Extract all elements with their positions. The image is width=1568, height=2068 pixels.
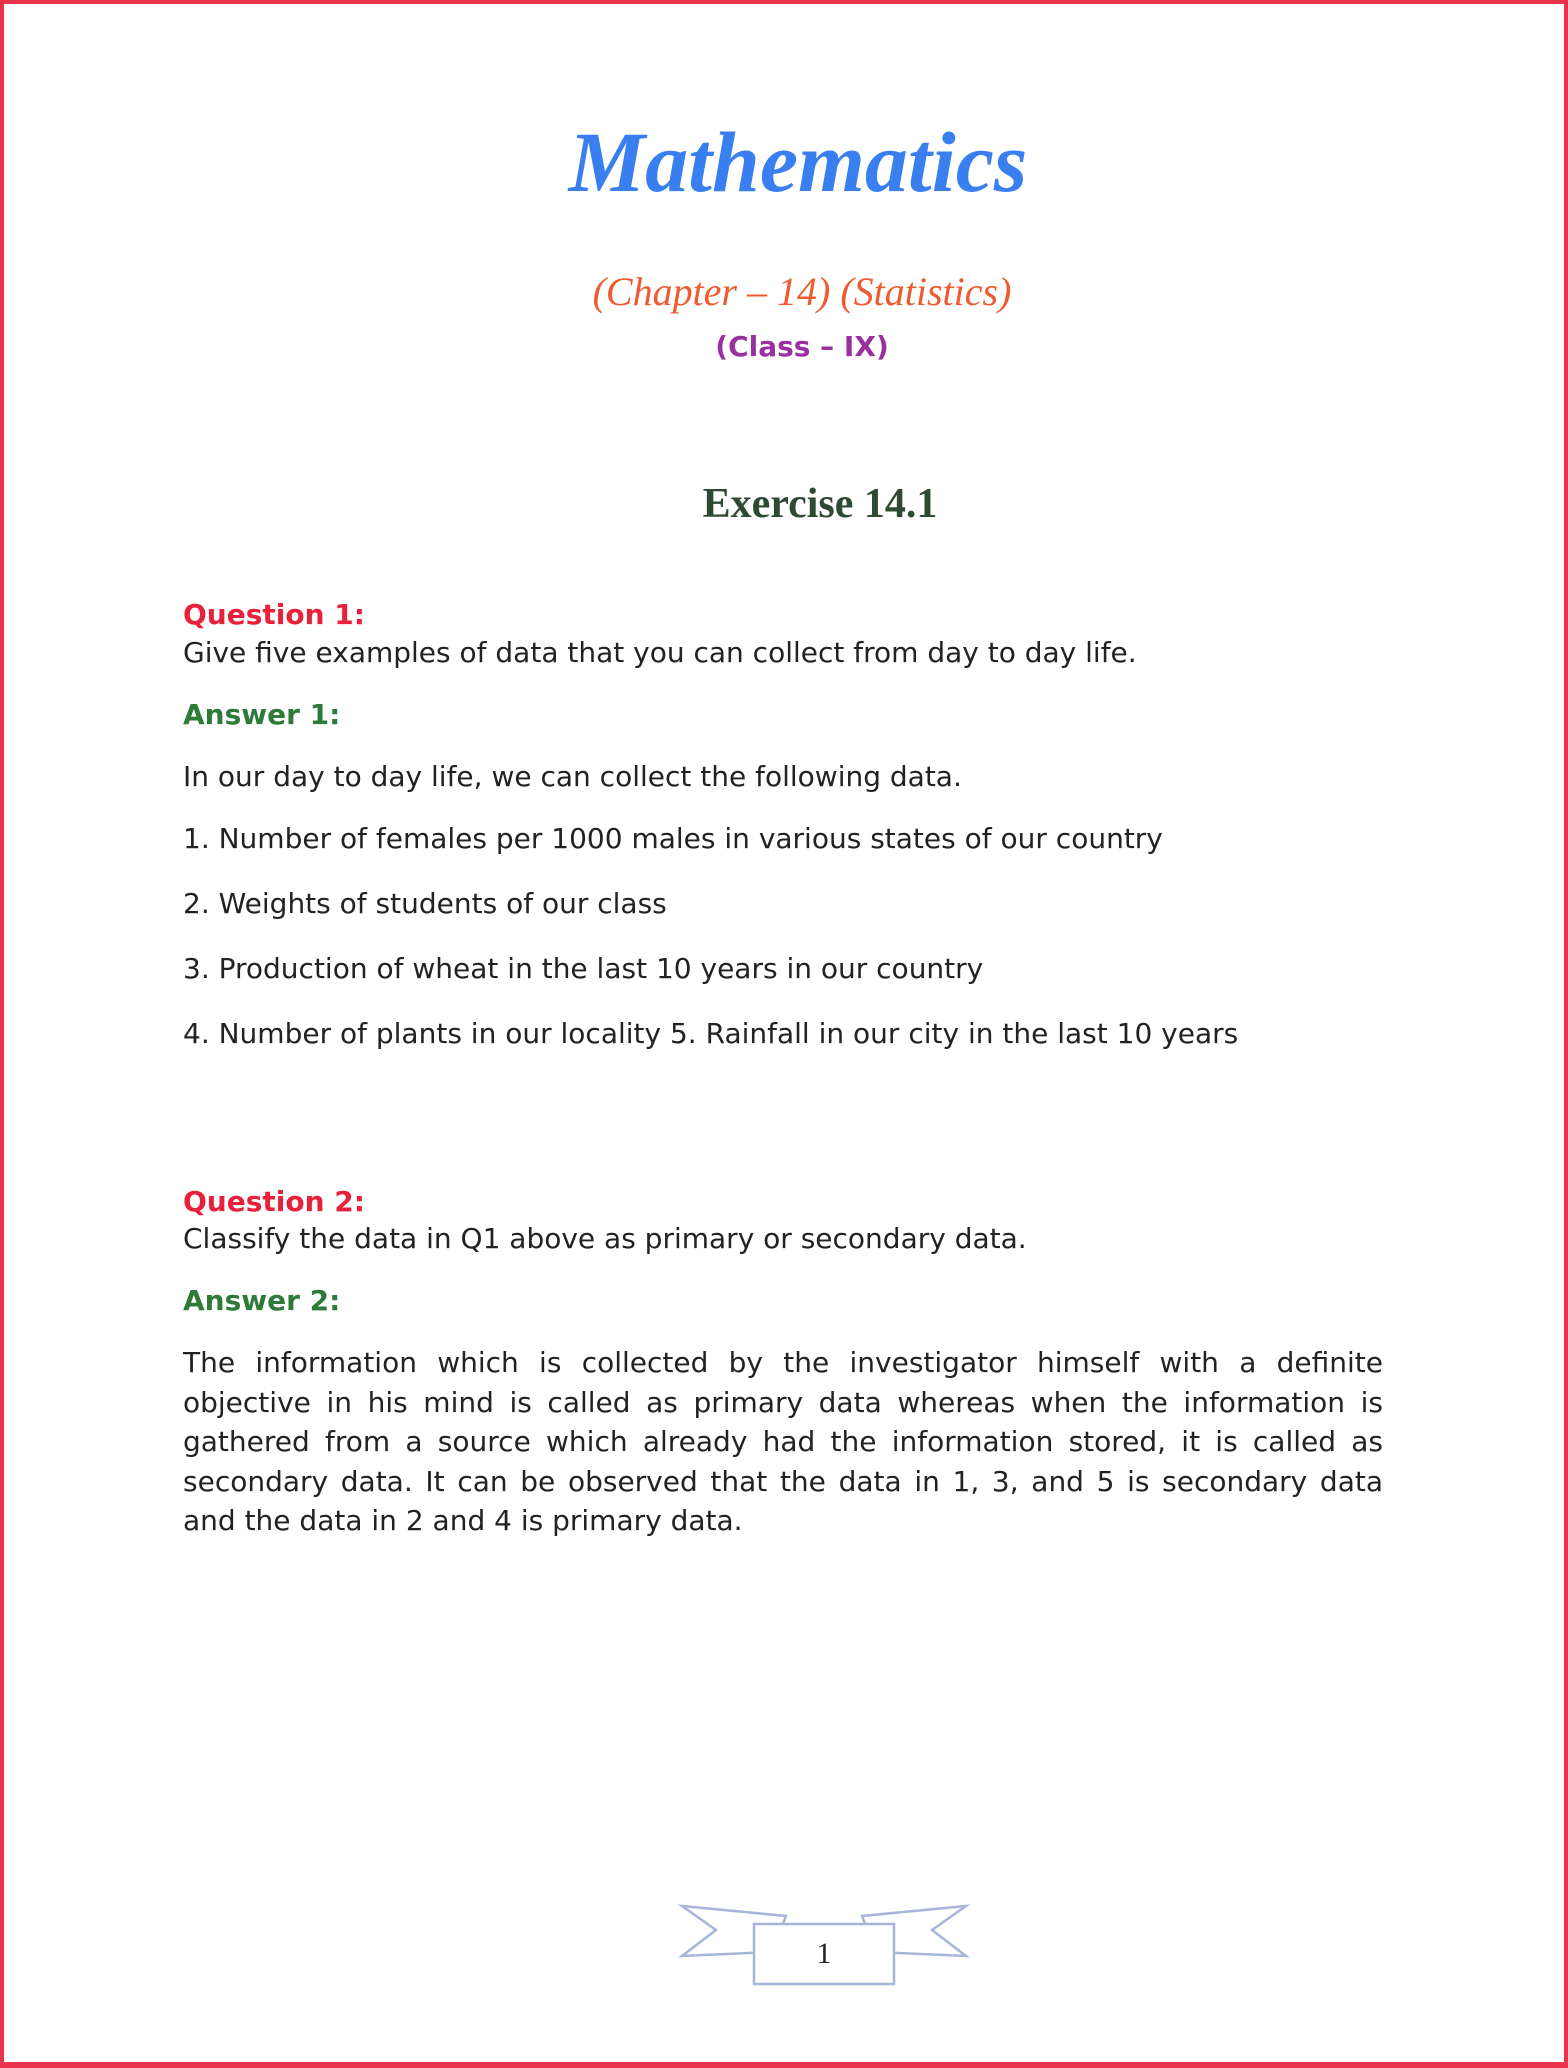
answer-1-item: 2. Weights of students of our class — [183, 887, 667, 920]
question-1-text: Give five examples of data that you can collect from day to day life. — [183, 636, 1137, 669]
answer-1-label: Answer 1: — [183, 698, 341, 731]
chapter-subtitle: (Chapter – 14) (Statistics) — [592, 269, 1012, 314]
answer-1-item: 4. Number of plants in our locality 5. Rainfall in our city in the last 10 years — [183, 1017, 1239, 1050]
answer-1-item: 1. Number of females per 1000 males in various states of our country — [183, 822, 1163, 855]
page-number: 1 — [816, 1937, 832, 1970]
class-subtitle: (Class – IX) — [715, 330, 889, 363]
answer-2-text: The information which is collected by the investigator himself with a definite objective in his mind is called as primary data whereas when the information is gathered from a source which already had the information stored, it is called as secondary data. It can be observed that the data in 1, 3, and 5 is secondary data and the data in 2 and 4 is primary data. — [183, 1346, 1383, 1537]
question-2-label: Question 2: — [183, 1185, 365, 1218]
answer-2-label: Answer 2: — [183, 1284, 341, 1317]
exercise-heading: Exercise 14.1 — [702, 481, 938, 527]
answer-1-intro: In our day to day life, we can collect the following data. — [183, 760, 962, 793]
answer-1-item: 3. Production of wheat in the last 10 years in our country — [183, 952, 984, 985]
question-2-text: Classify the data in Q1 above as primary or secondary data. — [183, 1222, 1027, 1255]
page-title: Mathematics — [568, 114, 1028, 210]
question-1-label: Question 1: — [183, 598, 365, 631]
